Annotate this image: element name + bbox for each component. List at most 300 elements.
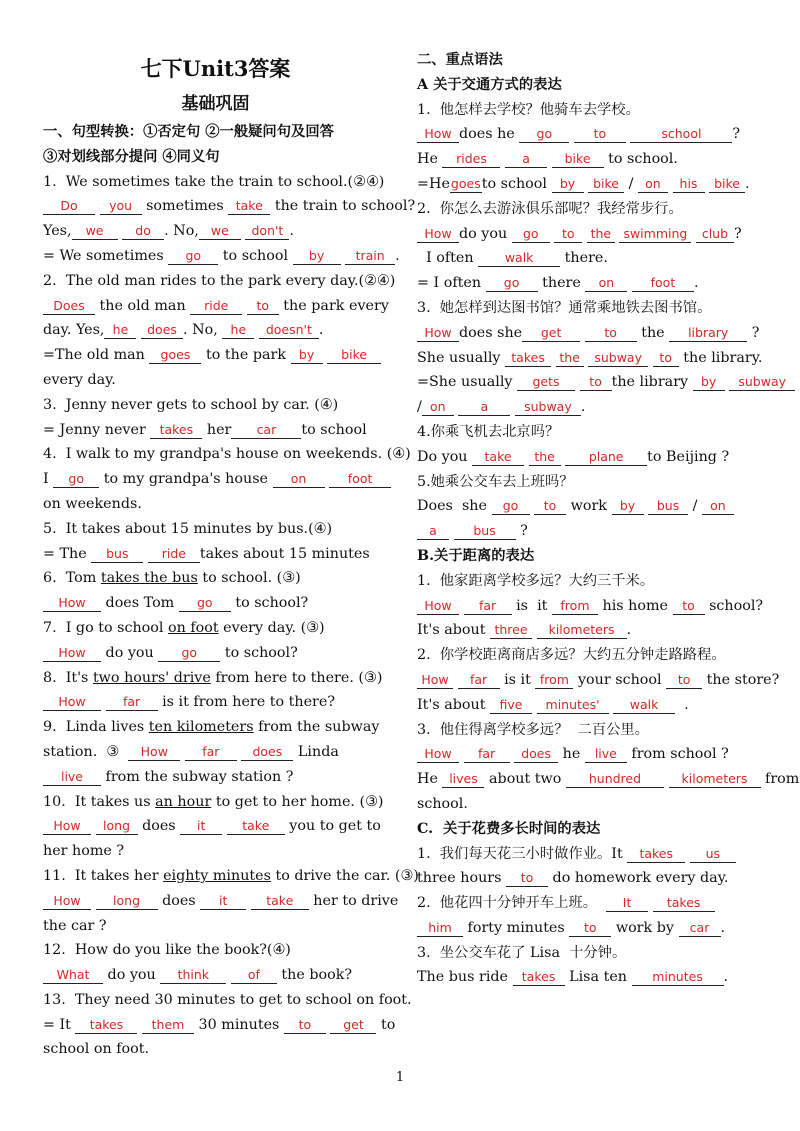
text-segment: to school? <box>220 644 298 661</box>
text-segment: the train to school? <box>270 198 416 215</box>
text-segment: 1. We sometimes take the train to school.(②④) <box>43 173 385 190</box>
text-line <box>43 368 388 393</box>
answer-blank: to <box>247 298 279 315</box>
text-segment: I often <box>417 250 479 267</box>
underlined-text: on foot <box>168 619 219 636</box>
text-line <box>417 842 762 867</box>
answer-blank: it <box>200 893 246 910</box>
answer-blank: far <box>464 598 512 615</box>
text-segment: = We sometimes <box>43 247 169 264</box>
text-line <box>417 370 787 395</box>
text-segment: to school. (③) <box>197 570 301 587</box>
text-segment: do you <box>459 225 512 242</box>
text-segment: 2. 你怎么去游泳俱乐部呢？我经常步行。 <box>417 200 683 217</box>
answer-blank: to <box>554 226 582 243</box>
text-line <box>417 147 762 172</box>
answer-blank: don't <box>245 223 289 240</box>
answer-blank: ride <box>148 546 200 563</box>
text-line <box>417 916 762 941</box>
section-heading <box>43 120 388 145</box>
answer-blank: does <box>241 744 293 761</box>
text-segment: you to get to <box>284 818 381 835</box>
text-segment: the old man <box>95 297 191 314</box>
text-segment: 10. It takes us <box>43 793 156 810</box>
answer-blank: from <box>552 598 598 615</box>
text-segment: 1. 他家距离学校多远？大约三千米。 <box>417 572 655 589</box>
answer-blank: he <box>104 322 136 339</box>
text-line <box>43 566 388 591</box>
answer-blank: take <box>472 449 524 466</box>
underlined-text: eighty minutes <box>163 867 271 884</box>
answer-blank: subway <box>588 350 648 367</box>
text-segment: 5. It takes about 15 minutes by bus.(④) <box>43 520 333 537</box>
text-segment: to school <box>481 175 552 192</box>
text-segment: ? <box>747 324 760 341</box>
title-sub <box>43 88 388 120</box>
answer-blank: How <box>43 694 101 711</box>
answer-blank: How <box>417 672 453 689</box>
answer-blank: by <box>612 498 644 515</box>
text-segment: = Jenny never <box>43 421 151 438</box>
answer-blank: goes <box>149 347 201 364</box>
answer-blank: us <box>690 846 736 863</box>
text-line <box>43 318 388 343</box>
answer-blank: think <box>160 967 226 984</box>
answer-blank: on <box>422 399 454 416</box>
answer-blank: bike <box>552 151 604 168</box>
text-segment: . No, <box>164 223 199 240</box>
text-segment: to get to her home. (③) <box>211 793 384 810</box>
text-segment: = The <box>43 545 92 562</box>
answer-blank: to <box>653 350 679 367</box>
answer-blank: It <box>606 895 648 912</box>
underlined-text: two hours' drive <box>92 669 211 686</box>
answer-blank: get <box>522 325 580 342</box>
answer-blank: library <box>669 325 747 342</box>
text-line <box>43 467 388 492</box>
text-segment: forty minutes <box>463 919 570 936</box>
answer-blank: car <box>231 422 301 439</box>
text-line <box>417 742 762 767</box>
answer-blank: the <box>587 226 615 243</box>
text-segment: sometimes <box>141 198 229 215</box>
underlined-text: an hour <box>155 793 212 810</box>
text-segment: . <box>675 696 689 713</box>
answer-blank: How <box>417 126 459 143</box>
text-segment: to school. <box>603 151 678 168</box>
answer-blank: to <box>569 920 611 937</box>
answer-blank: far <box>106 694 158 711</box>
text-segment: A 关于交通方式的表达 <box>417 76 562 93</box>
answer-blank: How <box>43 893 91 910</box>
text-segment: =She usually <box>417 374 518 391</box>
text-line <box>417 767 800 792</box>
answer-blank: on <box>585 275 627 292</box>
answer-blank: he <box>222 322 254 339</box>
text-segment: 11. It takes her <box>43 867 164 884</box>
text-line <box>43 294 388 319</box>
text-line <box>417 197 762 222</box>
text-segment: 1. 他怎样去学校？他骑车去学校。 <box>417 101 640 118</box>
text-segment: from the subway station ? <box>101 768 294 785</box>
text-segment: 1. 我们每天花三小时做作业。It <box>417 845 628 862</box>
text-line <box>417 594 762 619</box>
text-line <box>43 814 388 839</box>
text-line <box>417 643 762 668</box>
answer-blank: do <box>122 223 164 240</box>
answer-blank: a <box>505 151 547 168</box>
text-line <box>417 122 762 147</box>
text-segment: his home <box>597 597 673 614</box>
text-segment: her <box>202 421 232 438</box>
text-segment: 3. 她怎样到达图书馆？通常乘地铁去图书馆。 <box>417 299 712 316</box>
text-line <box>43 641 388 666</box>
answer-blank: go <box>492 498 530 515</box>
text-line <box>417 693 762 718</box>
answer-blank: of <box>231 967 277 984</box>
answer-blank: takes <box>653 895 715 912</box>
text-segment: her to drive <box>308 892 399 909</box>
answer-blank: by <box>552 176 584 193</box>
answer-blank: take <box>228 198 270 215</box>
section-heading <box>417 817 762 842</box>
text-segment: is it <box>511 597 552 614</box>
section-heading <box>417 73 762 98</box>
answer-blank: on <box>638 176 668 193</box>
answer-blank: Does <box>43 298 95 315</box>
text-segment: Linda <box>293 743 339 760</box>
text-segment: It's about <box>417 696 490 713</box>
text-line <box>417 519 762 544</box>
text-segment: . <box>745 175 750 192</box>
answer-blank: to <box>585 325 637 342</box>
answer-blank: club <box>696 226 734 243</box>
answer-blank: go <box>519 126 569 143</box>
answer-blank: we <box>72 223 118 240</box>
text-segment: school? <box>704 597 764 614</box>
text-segment: work <box>566 498 612 515</box>
text-line <box>417 965 762 990</box>
text-segment: from school ? <box>626 746 729 763</box>
text-segment: station. ③ <box>43 743 129 760</box>
text-line <box>417 420 762 445</box>
text-segment: Lisa ten <box>564 969 632 986</box>
text-line <box>417 470 762 495</box>
answer-blank: car <box>679 920 721 937</box>
answer-blank: takes <box>505 350 551 367</box>
text-segment: 9. Linda lives <box>43 719 149 736</box>
answer-blank: to <box>574 126 626 143</box>
answer-blank: minutes <box>632 969 724 986</box>
answer-blank: bus <box>91 546 143 563</box>
text-segment: ③对划线部分提问 ④同义句 <box>43 148 220 165</box>
answer-blank: to <box>580 374 612 391</box>
text-segment: = I often <box>417 275 486 292</box>
answer-blank: go <box>179 595 231 612</box>
text-segment: 12. How do you like the book?(④) <box>43 942 291 959</box>
text-segment: / <box>417 399 422 416</box>
text-segment: . <box>289 223 294 240</box>
text-segment: to school <box>301 421 367 438</box>
text-segment: . <box>580 399 586 416</box>
section-heading <box>417 48 762 73</box>
text-segment: 3. Jenny never gets to school by car. (④) <box>43 396 339 413</box>
answer-blank: to <box>506 870 548 887</box>
answer-blank: the <box>529 449 561 466</box>
answer-blank: on <box>702 498 734 515</box>
text-segment: She usually <box>417 349 506 366</box>
text-line <box>43 442 411 467</box>
answer-blank: to <box>666 672 702 689</box>
text-segment: there. <box>560 250 608 267</box>
answer-blank: the <box>556 350 584 367</box>
answer-blank: How <box>43 818 91 835</box>
text-line <box>417 98 762 123</box>
text-segment: . No, <box>183 322 223 339</box>
text-segment: Do you <box>417 448 473 465</box>
answer-blank: far <box>464 746 510 763</box>
answer-blank: ride <box>190 298 242 315</box>
answer-blank: far <box>185 744 237 761</box>
text-line <box>43 938 388 963</box>
text-line <box>417 866 762 891</box>
text-line <box>43 343 388 368</box>
text-line <box>417 222 762 247</box>
answer-blank: lives <box>442 771 484 788</box>
answer-blank: live <box>585 746 627 763</box>
answer-blank: his <box>673 176 705 193</box>
text-line <box>43 492 388 517</box>
text-line <box>417 346 762 371</box>
text-segment: = It <box>43 1016 76 1033</box>
text-segment: takes about 15 minutes <box>199 545 370 562</box>
text-line <box>43 616 388 641</box>
text-line <box>417 792 762 817</box>
answer-blank: go <box>512 226 550 243</box>
answer-blank: train <box>345 248 395 265</box>
answer-blank: we <box>199 223 241 240</box>
text-segment: =He <box>417 175 450 192</box>
text-segment: 二、重点语法 <box>417 52 503 68</box>
text-segment: to my grandpa's house <box>99 471 273 488</box>
text-line <box>43 194 416 219</box>
answer-blank: doesn't <box>259 322 319 339</box>
answer-blank: by <box>291 347 323 364</box>
text-segment: . <box>720 919 726 936</box>
text-segment: is it from here to there? <box>157 694 336 711</box>
text-segment: . <box>693 275 699 292</box>
answer-blank: minutes' <box>537 697 609 714</box>
text-segment: 30 minutes <box>194 1016 284 1033</box>
text-segment: to <box>376 1016 396 1033</box>
text-segment: about two <box>484 771 566 788</box>
answer-blank: How <box>417 226 459 243</box>
text-line <box>43 715 388 740</box>
answer-blank: bus <box>454 523 516 540</box>
text-segment: from here to there. (③) <box>210 669 383 686</box>
answer-blank: What <box>43 967 103 984</box>
answer-blank: a <box>458 399 510 416</box>
text-segment: 2. The old man rides to the park every day.(②④) <box>43 272 396 289</box>
text-segment: do you <box>101 644 159 661</box>
text-segment: . <box>723 969 729 986</box>
text-segment: day. Yes, <box>43 322 105 339</box>
text-segment: ? <box>732 126 741 143</box>
text-segment: does Tom <box>101 595 179 612</box>
answer-blank: kilometers <box>537 622 627 639</box>
answer-blank: long <box>96 818 138 835</box>
text-line <box>43 740 388 765</box>
answer-blank: subway <box>515 399 581 416</box>
text-line <box>43 542 388 567</box>
text-line <box>43 219 388 244</box>
answer-blank: three <box>490 622 532 639</box>
text-segment: the library <box>611 374 693 391</box>
text-line <box>43 1013 396 1038</box>
answer-blank: foot <box>329 471 391 488</box>
text-segment: from the subway <box>253 719 380 736</box>
text-line <box>43 889 399 914</box>
answer-blank: How <box>417 746 459 763</box>
text-segment: . <box>318 322 324 339</box>
answer-blank: to <box>534 498 566 515</box>
text-segment: 2. 你学校距离商店多远？大约五分钟走路路程。 <box>417 647 726 664</box>
answer-blank: far <box>458 672 500 689</box>
text-segment: school. <box>417 795 468 812</box>
text-segment: the book? <box>276 967 353 984</box>
answer-blank: does <box>141 322 183 339</box>
text-segment: =The old man <box>43 347 150 364</box>
answer-blank: How <box>43 645 101 662</box>
text-segment: C. 关于花费多长时间的表达 <box>417 820 601 837</box>
text-line <box>43 1037 388 1062</box>
text-segment: 7. I go to school <box>43 619 169 636</box>
text-line <box>417 618 762 643</box>
text-line <box>417 445 762 470</box>
text-line <box>43 963 388 988</box>
text-line <box>43 790 388 815</box>
text-segment: 4.你乘飞机去北京吗？ <box>417 423 560 440</box>
text-segment: does <box>137 818 181 835</box>
answer-blank: hundred <box>566 771 664 788</box>
answer-blank: takes <box>627 846 685 863</box>
answer-blank: long <box>96 893 158 910</box>
text-line <box>417 569 762 594</box>
text-segment: the store? <box>702 671 780 688</box>
text-line <box>43 864 419 889</box>
answer-blank: bike <box>327 347 381 364</box>
text-segment: ? <box>733 225 742 242</box>
text-segment: to school? <box>230 595 309 612</box>
answer-blank: on <box>273 471 325 488</box>
text-segment: three hours <box>417 870 506 887</box>
text-segment: every day. (③) <box>218 619 325 636</box>
text-segment: 5.她乘公交车去上班吗？ <box>417 473 574 490</box>
text-segment: It's about <box>417 622 490 639</box>
answer-blank: go <box>158 645 220 662</box>
text-segment: Yes, <box>43 223 72 240</box>
text-line <box>43 988 412 1013</box>
text-segment: her home ? <box>43 843 125 860</box>
answer-blank: a <box>417 523 449 540</box>
answer-blank: take <box>227 818 285 835</box>
left-column <box>43 48 419 1062</box>
text-segment: He <box>417 771 443 788</box>
answer-blank: go <box>168 248 218 265</box>
answer-blank: to <box>284 1017 326 1034</box>
text-segment: from <box>760 771 800 788</box>
answer-blank: Do <box>43 198 95 215</box>
text-line <box>43 269 396 294</box>
text-segment: every day. <box>43 371 116 388</box>
text-segment: / <box>624 175 638 192</box>
text-segment: 3. 他住得离学校多远？ 二百公里。 <box>417 721 649 738</box>
text-segment: 2. 他花四十分钟开车上班。 <box>417 895 607 912</box>
text-line <box>417 718 762 743</box>
text-line <box>417 321 762 346</box>
answer-blank: rides <box>442 151 500 168</box>
text-line <box>417 271 762 296</box>
answer-blank: takes <box>150 422 202 439</box>
text-line <box>43 418 388 443</box>
text-segment: work by <box>611 919 679 936</box>
text-segment: B.关于距离的表达 <box>417 547 535 564</box>
text-line <box>43 666 388 691</box>
text-segment: do you <box>103 967 161 984</box>
text-segment: on weekends. <box>43 495 142 512</box>
answer-blank: does <box>514 746 558 763</box>
text-line <box>417 296 762 321</box>
text-segment: there <box>537 275 586 292</box>
answer-blank: walk <box>613 697 675 714</box>
answer-blank: kilometers <box>669 771 761 788</box>
text-segment: does he <box>459 126 520 143</box>
text-segment: Does she <box>417 498 492 515</box>
answer-blank: How <box>417 598 459 615</box>
answer-blank: live <box>43 769 101 786</box>
answer-blank: takes <box>75 1017 137 1034</box>
text-segment: school on foot. <box>43 1041 150 1058</box>
answer-blank: How <box>128 744 180 761</box>
answer-blank: go <box>53 471 99 488</box>
answer-blank: How <box>417 325 459 342</box>
text-segment: the car ? <box>43 917 107 934</box>
text-line <box>417 668 780 693</box>
text-segment: does <box>157 892 201 909</box>
text-line <box>417 246 762 271</box>
answer-blank: subway <box>729 374 795 391</box>
answer-blank: bike <box>588 176 624 193</box>
answer-blank: bus <box>648 498 688 515</box>
text-segment: the park every <box>278 297 389 314</box>
answer-blank: you <box>100 198 142 215</box>
answer-blank: How <box>43 595 101 612</box>
answer-blank: foot <box>632 275 694 292</box>
text-segment: he <box>558 746 585 763</box>
text-segment: . <box>395 247 400 264</box>
answer-blank: him <box>417 920 463 937</box>
section-heading <box>43 145 388 170</box>
answer-blank: from <box>535 672 573 689</box>
underlined-text: takes the bus <box>100 570 198 587</box>
text-segment: your school <box>573 671 667 688</box>
answer-blank: plane <box>565 449 647 466</box>
answer-blank: by <box>293 248 341 265</box>
answer-blank: goes <box>450 175 481 191</box>
answer-blank: gets <box>517 374 575 391</box>
text-line <box>43 517 388 542</box>
text-line <box>43 690 388 715</box>
